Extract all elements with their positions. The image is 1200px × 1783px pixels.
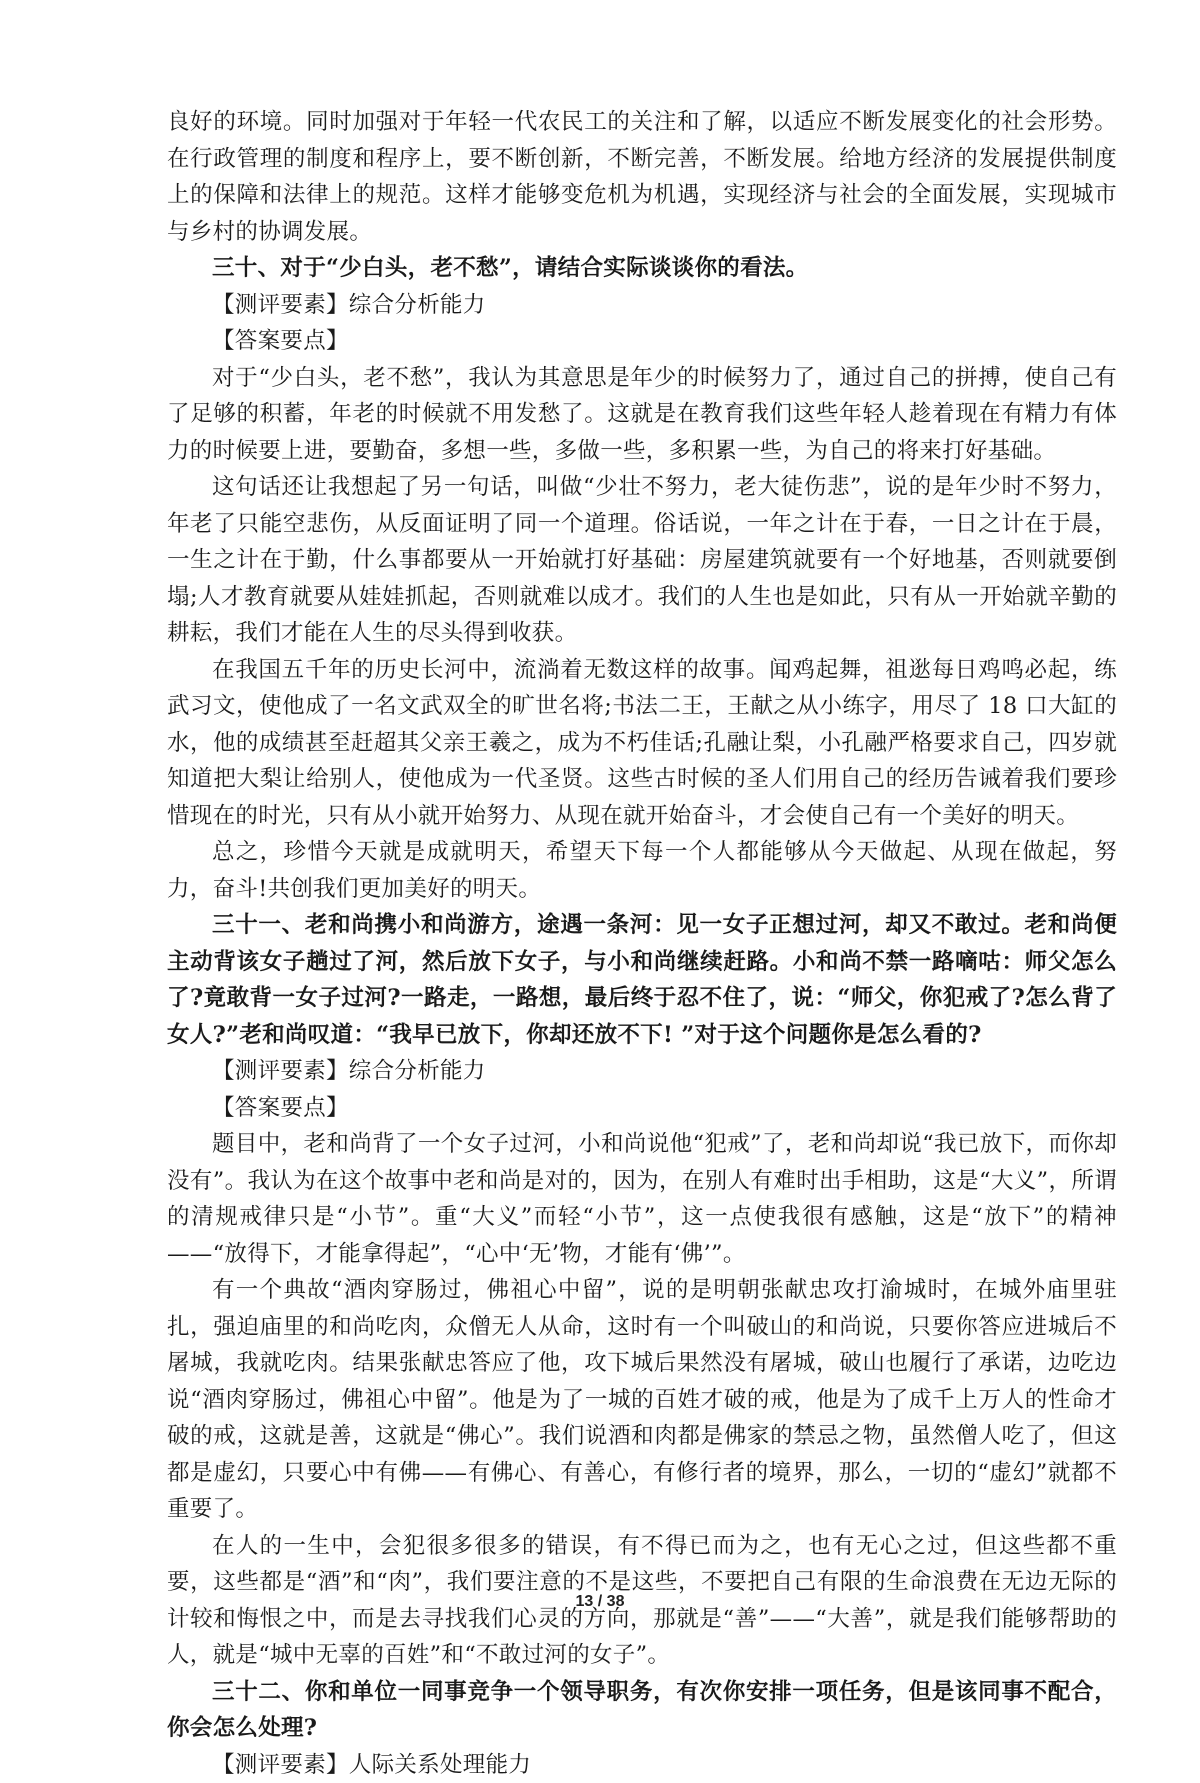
answer-points-label: 【答案要点】 <box>167 1090 1117 1127</box>
question-heading-31: 三十一、老和尚携小和尚游方，途遇一条河：见一女子正想过河，却又不敢过。老和尚便主动背该女子趟过了河，然后放下女子，与小和尚继续赶路。小和尚不禁一路嘀咕：师父怎么了?竟敢背一女子过河?一路走，一路想，最后终于忍不住了，说：“师父，你犯戒了?怎么背了女人?”老和尚叹道：“我早已放下，你却还放不下! ”对于这个问题你是怎么看的? <box>167 907 1117 1053</box>
question-heading-30: 三十、对于“少白头，老不愁”，请结合实际谈谈你的看法。 <box>167 250 1117 287</box>
document-page <box>167 104 1117 1783</box>
answer-points-label: 【答案要点】 <box>167 323 1117 360</box>
evaluation-element-label: 【测评要素】综合分析能力 <box>167 1053 1117 1090</box>
page-number: 13 / 38 <box>0 1593 1200 1611</box>
question-heading-32: 三十二、你和单位一同事竞争一个领导职务，有次你安排一项任务，但是该同事不配合，你会怎么处理? <box>167 1674 1117 1747</box>
paragraph: 对于“少白头，老不愁”，我认为其意思是年少的时候努力了，通过自己的拼搏，使自己有了足够的积蓄，年老的时候就不用发愁了。这就是在教育我们这些年轻人趁着现在有精力有体力的时候要上进，要勤奋，多想一些，多做一些，多积累一些，为自己的将来打好基础。 <box>167 360 1117 470</box>
paragraph: 题目中，老和尚背了一个女子过河，小和尚说他“犯戒”了，老和尚却说“我已放下，而你却没有”。我认为在这个故事中老和尚是对的，因为，在别人有难时出手相助，这是“大义”，所谓的清规戒律只是“小节”。重“大义”而轻“小节”，这一点使我很有感触，这是“放下”的精神——“放得下，才能拿得起”，“心中‘无’物，才能有‘佛’”。 <box>167 1126 1117 1272</box>
paragraph: 总之，珍惜今天就是成就明天，希望天下每一个人都能够从今天做起、从现在做起，努力，奋斗!共创我们更加美好的明天。 <box>167 834 1117 907</box>
evaluation-element-label: 【测评要素】人际关系处理能力 <box>167 1747 1117 1783</box>
paragraph: 在人的一生中，会犯很多很多的错误，有不得已而为之，也有无心之过，但这些都不重要，这些都是“酒”和“肉”，我们要注意的不是这些，不要把自己有限的生命浪费在无边无际的计较和悔恨之中，而是去寻找我们心灵的方向，那就是“善”——“大善”，就是我们能够帮助的人，就是“城中无辜的百姓”和“不敢过河的女子”。 <box>167 1528 1117 1674</box>
paragraph: 这句话还让我想起了另一句话，叫做“少壮不努力，老大徒伤悲”，说的是年少时不努力，年老了只能空悲伤，从反面证明了同一个道理。俗话说，一年之计在于春，一日之计在于晨，一生之计在于勤，什么事都要从一开始就打好基础：房屋建筑就要有一个好地基，否则就要倒塌;人才教育就要从娃娃抓起，否则就难以成才。我们的人生也是如此，只有从一开始就辛勤的耕耘，我们才能在人生的尽头得到收获。 <box>167 469 1117 652</box>
paragraph: 在我国五千年的历史长河中，流淌着无数这样的故事。闻鸡起舞，祖逖每日鸡鸣必起，练武习文，使他成了一名文武双全的旷世名将;书法二王，王献之从小练字，用尽了 18 口大缸的水，他的成绩甚至赶超其父亲王羲之，成为不朽佳话;孔融让梨，小孔融严格要求自己，四岁就知道把大梨让给别人，使他成为一代圣贤。这些古时候的圣人们用自己的经历告诫着我们要珍惜现在的时光，只有从小就开始努力、从现在就开始奋斗，才会使自己有一个美好的明天。 <box>167 652 1117 835</box>
paragraph: 有一个典故“酒肉穿肠过，佛祖心中留”，说的是明朝张献忠攻打渝城时，在城外庙里驻扎，强迫庙里的和尚吃肉，众僧无人从命，这时有一个叫破山的和尚说，只要你答应进城后不屠城，我就吃肉。结果张献忠答应了他，攻下城后果然没有屠城，破山也履行了承诺，边吃边说“酒肉穿肠过，佛祖心中留”。他是为了一城的百姓才破的戒，他是为了成千上万人的性命才破的戒，这就是善，这就是“佛心”。我们说酒和肉都是佛家的禁忌之物，虽然僧人吃了，但这都是虚幻，只要心中有佛——有佛心、有善心，有修行者的境界，那么，一切的“虚幻”就都不重要了。 <box>167 1272 1117 1528</box>
paragraph: 良好的环境。同时加强对于年轻一代农民工的关注和了解，以适应不断发展变化的社会形势。在行政管理的制度和程序上，要不断创新，不断完善，不断发展。给地方经济的发展提供制度上的保障和法律上的规范。这样才能够变危机为机遇，实现经济与社会的全面发展，实现城市与乡村的协调发展。 <box>167 104 1117 250</box>
evaluation-element-label: 【测评要素】综合分析能力 <box>167 287 1117 324</box>
